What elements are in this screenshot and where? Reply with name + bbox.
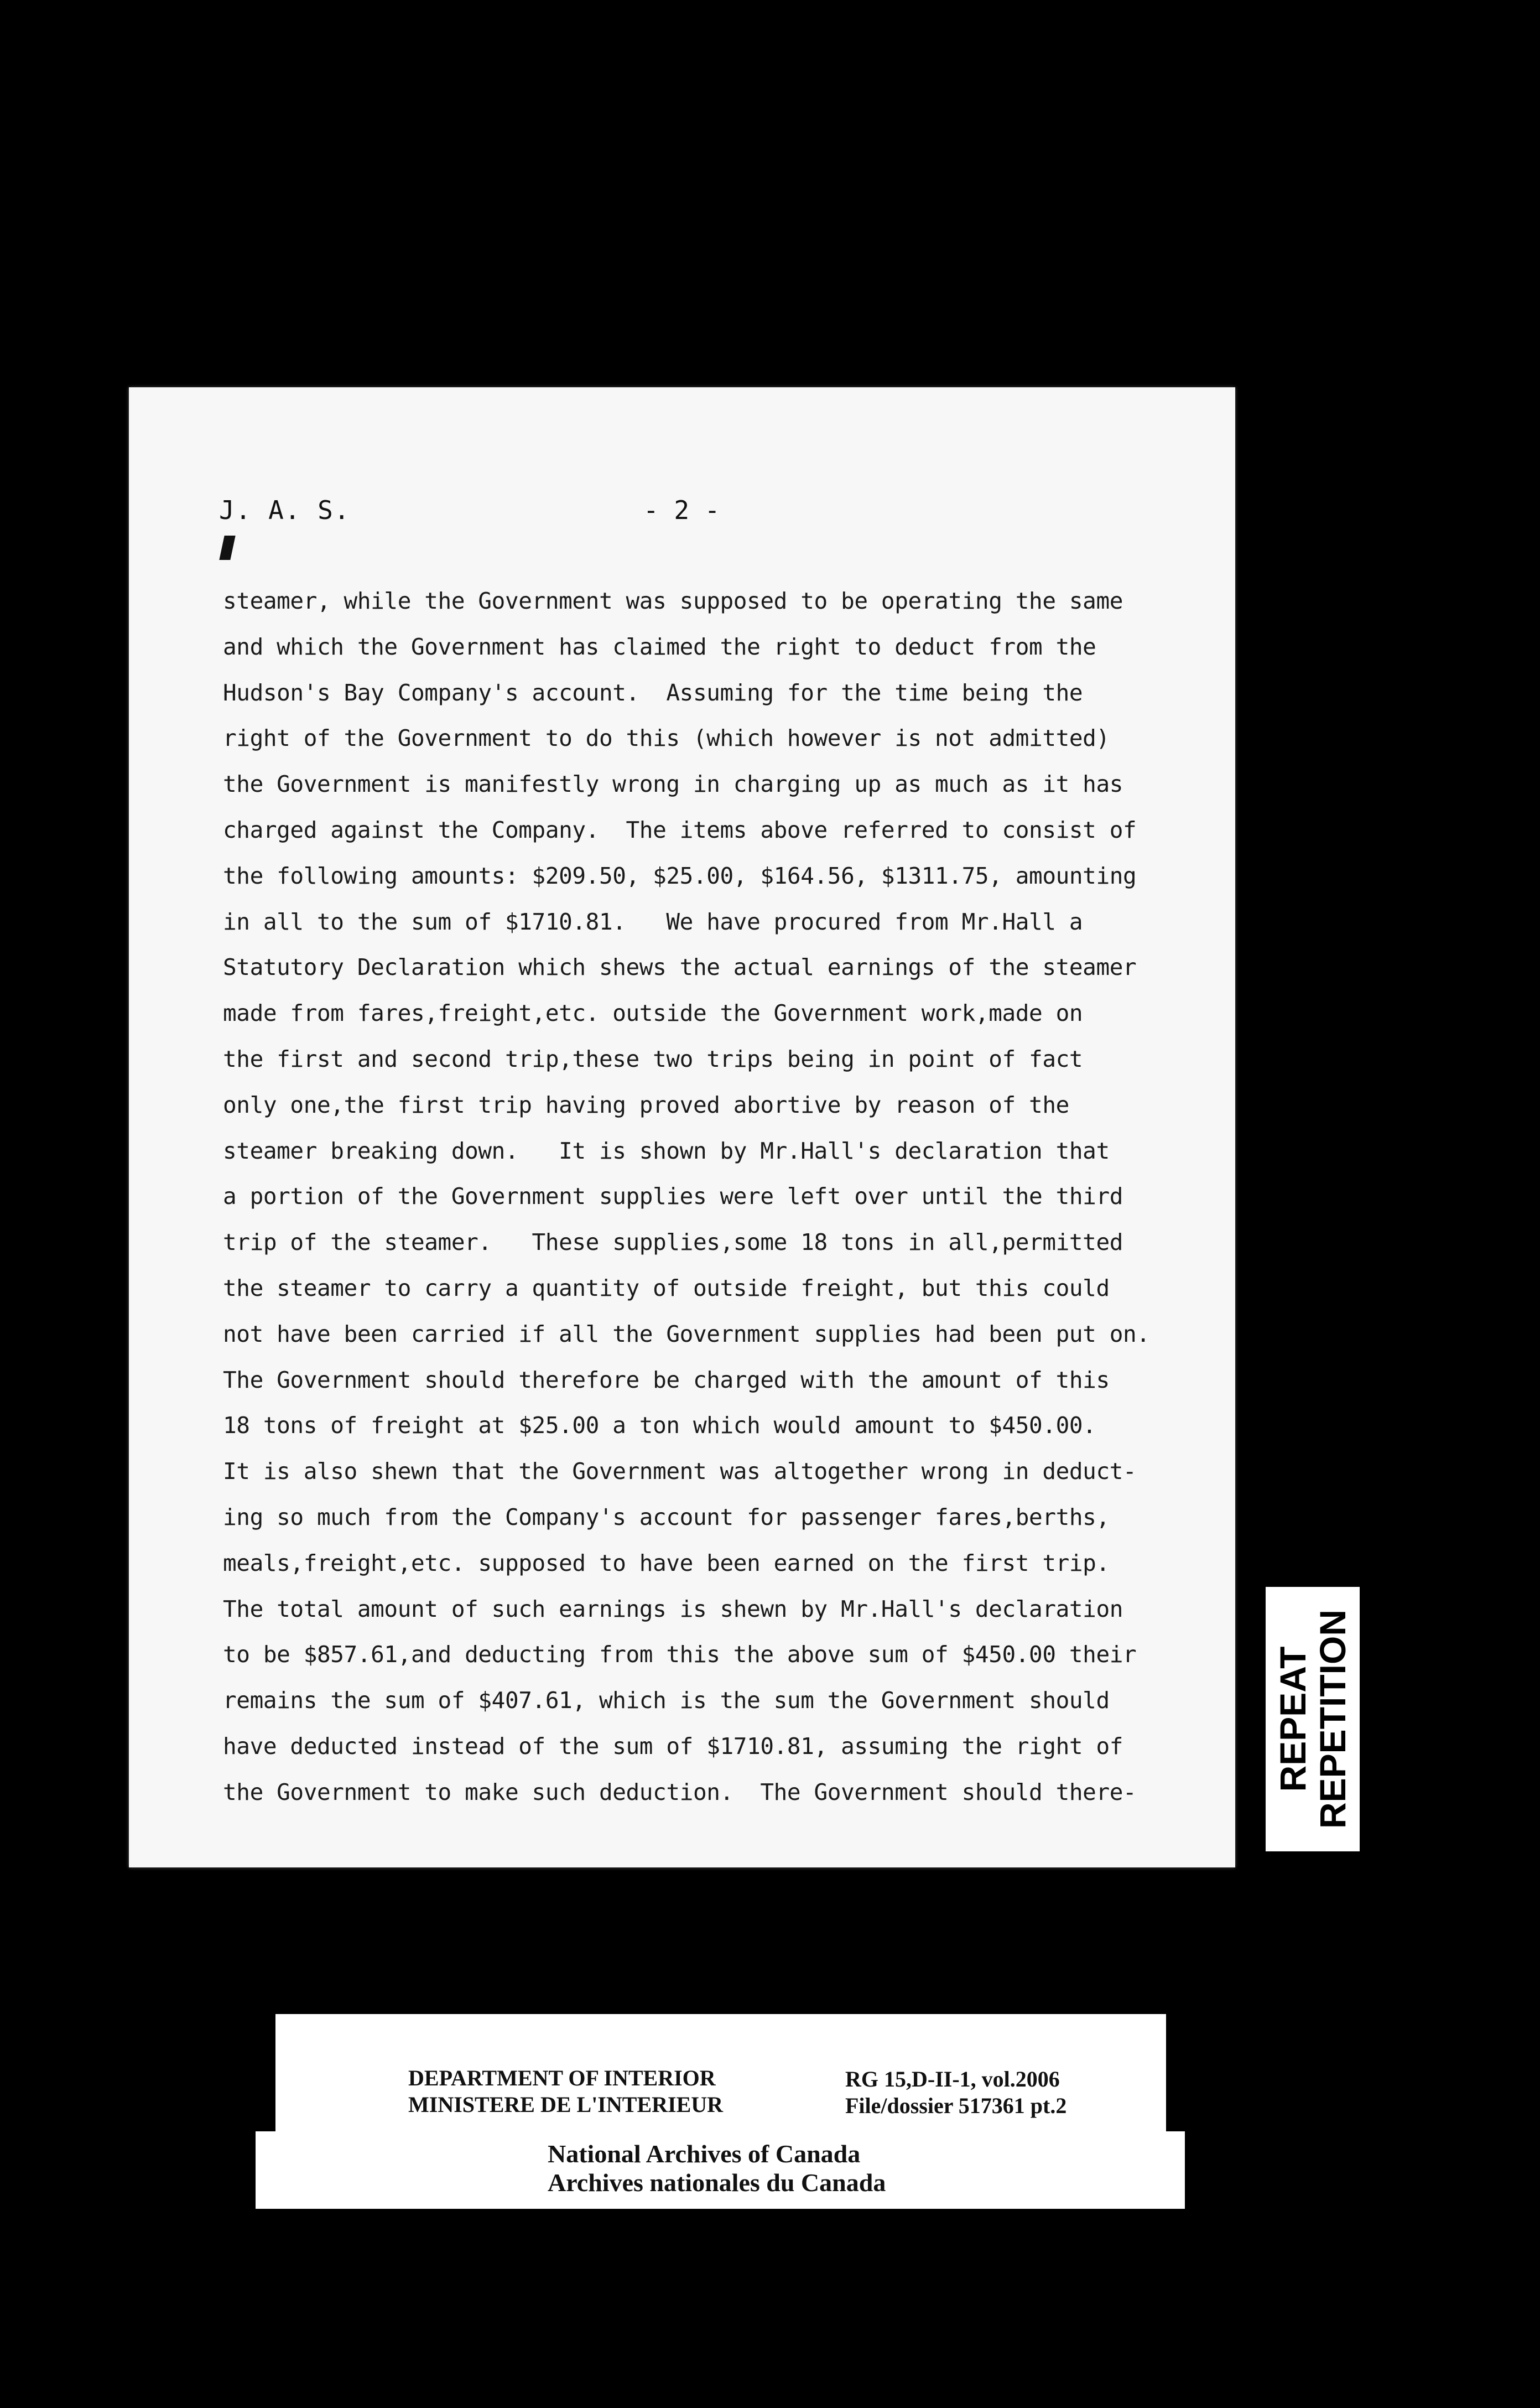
text-line: and which the Government has claimed the right to deduct from the	[223, 633, 1096, 660]
record-group-volume: RG 15,D-II-1, vol.2006	[845, 2067, 1060, 2092]
text-line: not have been carried if all the Government supplies had been put on.	[223, 1320, 1150, 1347]
text-line: meals,freight,etc. supposed to have been earned on the first trip.	[223, 1549, 1110, 1576]
text-line: It is also shewn that the Government was altogether wrong in deduct-	[223, 1458, 1137, 1485]
text-line: in all to the sum of $1710.81. We have procured from Mr.Hall a	[223, 908, 1083, 935]
text-line: charged against the Company. The items above referred to consist of	[223, 816, 1137, 843]
text-line: the following amounts: $209.50, $25.00, $164.56, $1311.75, amounting	[223, 862, 1137, 889]
text-line: only one,the first trip having proved abortive by reason of the	[223, 1091, 1069, 1118]
document-page	[129, 387, 1235, 1867]
stamp-line-repeat: REPEAT	[1272, 1646, 1313, 1792]
text-line: the Government to make such deduction. The Government should there-	[223, 1778, 1137, 1805]
text-line: steamer, while the Government was supposed to be operating the same	[223, 588, 1123, 614]
text-line: 18 tons of freight at $25.00 a ton which would amount to $450.00.	[223, 1412, 1096, 1439]
body-text	[223, 578, 1230, 1815]
text-line: The total amount of such earnings is shewn by Mr.Hall's declaration	[223, 1595, 1123, 1622]
text-line: the steamer to carry a quantity of outside freight, but this could	[223, 1274, 1110, 1301]
text-line: the first and second trip,these two trips being in point of fact	[223, 1045, 1083, 1072]
file-dossier-number: File/dossier 517361 pt.2	[845, 2093, 1067, 2118]
archives-name-fr: Archives nationales du Canada	[548, 2168, 886, 2197]
text-line: The Government should therefore be charged with the amount of this	[223, 1366, 1110, 1393]
text-line: Statutory Declaration which shews the actual earnings of the steamer	[223, 954, 1137, 981]
repeat-stamp	[1266, 1587, 1360, 1851]
archives-name-label	[256, 2131, 1185, 2209]
text-line: ing so much from the Company's account for passenger fares,berths,	[223, 1503, 1110, 1530]
department-name-fr: MINISTERE DE L'INTERIEUR	[408, 2092, 724, 2117]
text-line: a portion of the Government supplies were left over until the third	[223, 1183, 1123, 1210]
text-line: remains the sum of $407.61, which is the sum the Government should	[223, 1687, 1110, 1714]
page-header-initials: J. A. S.	[219, 495, 351, 525]
archives-name-en: National Archives of Canada	[548, 2140, 861, 2168]
text-line: the Government is manifestly wrong in charging up as much as it has	[223, 771, 1123, 798]
page-number: - 2 -	[643, 495, 720, 525]
text-line: trip of the steamer. These supplies,some 18 tons in all,permitted	[223, 1229, 1123, 1256]
text-line: to be $857.61,and deducting from this the above sum of $450.00 their	[223, 1641, 1137, 1668]
department-name-en: DEPARTMENT OF INTERIOR	[408, 2066, 716, 2090]
text-line: steamer breaking down. It is shown by Mr.Hall's declaration that	[223, 1137, 1110, 1164]
stamp-line-repetition: REPETITION	[1312, 1609, 1353, 1829]
text-line: have deducted instead of the sum of $1710.81, assuming the right of	[223, 1732, 1123, 1760]
margin-mark	[219, 536, 235, 560]
text-line: right of the Government to do this (which however is not admitted)	[223, 725, 1110, 752]
archive-reference-label	[275, 2014, 1166, 2133]
text-line: Hudson's Bay Company's account. Assuming for the time being the	[223, 679, 1083, 706]
text-line: made from fares,freight,etc. outside the Government work,made on	[223, 1000, 1083, 1027]
